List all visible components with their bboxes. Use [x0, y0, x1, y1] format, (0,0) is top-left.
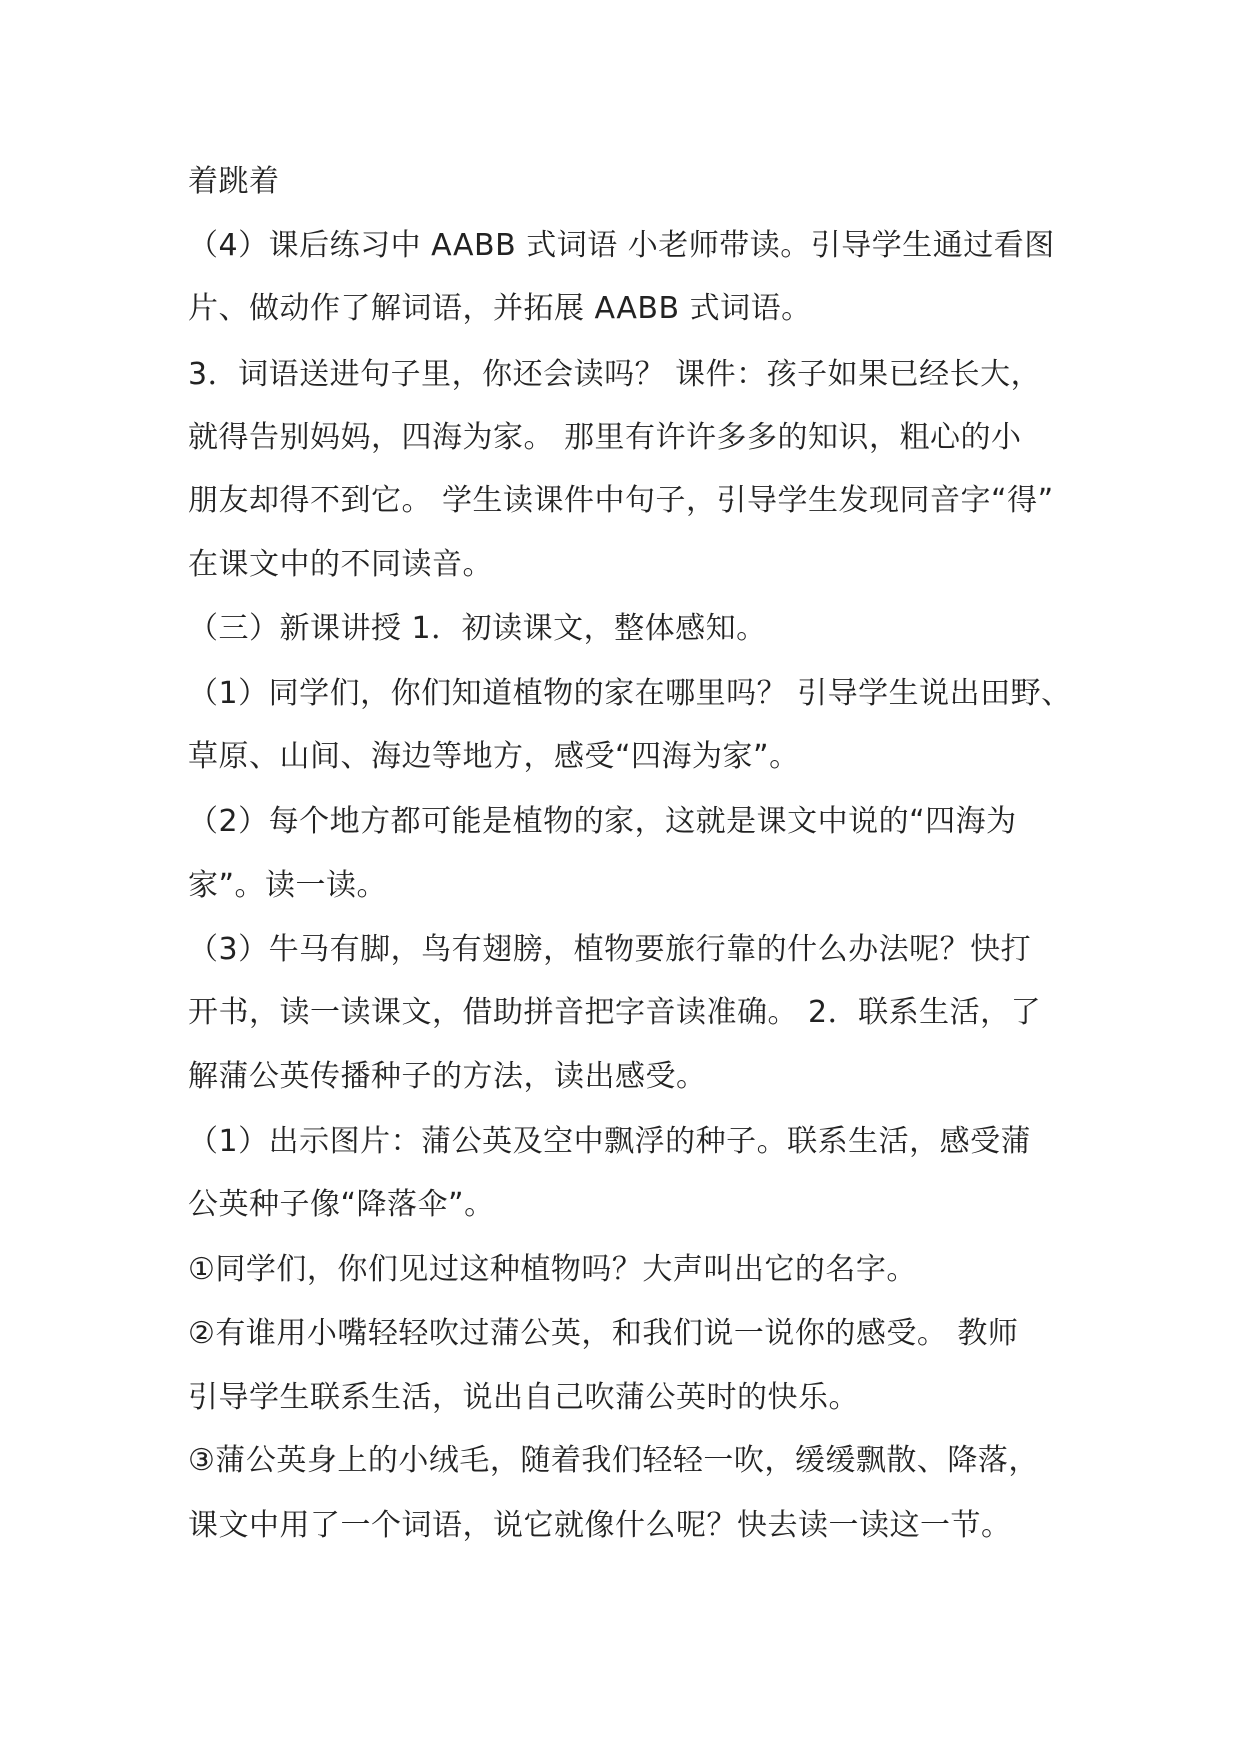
text-line: 开书，读一读课文，借助拼音把字音读准确。 2．联系生活，了 [188, 995, 1042, 1030]
text-line: 课文中用了一个词语，说它就像什么呢？快去读一读这一节。 [188, 1508, 1012, 1543]
text-line: 解蒲公英传播种子的方法，读出感受。 [188, 1059, 707, 1094]
text-line: 家”。读一读。 [188, 868, 388, 903]
text-line: 草原、山间、海边等地方，感受“四海为家”。 [188, 739, 800, 774]
text-line: 就得告别妈妈，四海为家。 那里有许许多多的知识，粗心的小 [188, 420, 1022, 455]
text-line: 片、做动作了解词语，并拓展 AABB 式词语。 [188, 291, 812, 326]
text-line: 公英种子像“降落伞”。 [188, 1187, 495, 1222]
text-line: 3．词语送进句子里，你还会读吗？ 课件：孩子如果已经长大， [188, 357, 1042, 392]
text-line: 引导学生联系生活，说出自己吹蒲公英时的快乐。 [188, 1380, 859, 1415]
text-line: （三）新课讲授 1．初读课文，整体感知。 [188, 611, 767, 646]
text-line: ②有谁用小嘴轻轻吹过蒲公英，和我们说一说你的感受。 教师 [188, 1316, 1019, 1351]
text-line: （1）出示图片：蒲公英及空中飘浮的种子。联系生活，感受蒲 [188, 1124, 1032, 1159]
text-line: （3）牛马有脚，鸟有翅膀，植物要旅行靠的什么办法呢？快打 [188, 932, 1032, 967]
text-line: （4）课后练习中 AABB 式词语 小老师带读。引导学生通过看图 [188, 228, 1055, 263]
text-line: 在课文中的不同读音。 [188, 547, 493, 582]
text-line: （1）同学们，你们知道植物的家在哪里吗？ 引导学生说出田野、 [188, 676, 1072, 711]
text-line: 着跳着 [188, 164, 280, 199]
text-line: ①同学们，你们见过这种植物吗？大声叫出它的名字。 [188, 1252, 917, 1287]
text-line: 朋友却得不到它。 学生读课件中句子，引导学生发现同音字“得” [188, 483, 1054, 518]
text-line: ③蒲公英身上的小绒毛，随着我们轻轻一吹，缓缓飘散、降落， [188, 1443, 1039, 1478]
text-line: （2）每个地方都可能是植物的家，这就是课文中说的“四海为 [188, 804, 1017, 839]
